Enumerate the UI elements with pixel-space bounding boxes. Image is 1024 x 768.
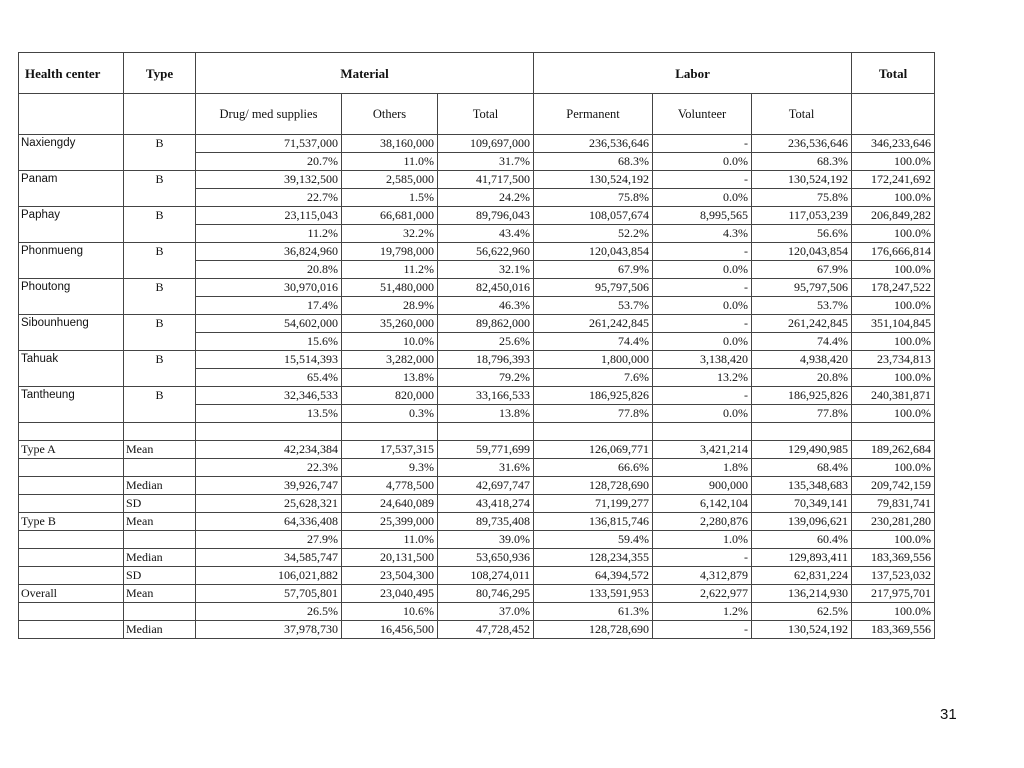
value-cell: 3,282,000 — [342, 351, 438, 369]
value-cell: 80,746,295 — [438, 585, 534, 603]
pct-cell: 11.2% — [196, 225, 342, 243]
empty-cell — [196, 423, 342, 441]
value-cell: 2,280,876 — [653, 513, 752, 531]
header-drug: Drug/ med supplies — [196, 94, 342, 135]
pct-cell: 68.3% — [752, 153, 852, 171]
header-row-1 — [19, 53, 935, 94]
pct-cell: 100.0% — [852, 153, 935, 171]
pct-cell: 65.4% — [196, 369, 342, 387]
value-cell: 1,800,000 — [534, 351, 653, 369]
header-health-center: Health center — [19, 53, 124, 94]
center-row — [19, 315, 935, 333]
summary-group — [19, 549, 124, 567]
center-name: Panam — [19, 171, 124, 189]
value-cell: 100.0% — [852, 459, 935, 477]
center-type: B — [124, 135, 196, 153]
value-cell: 129,490,985 — [752, 441, 852, 459]
value-cell: 82,450,016 — [438, 279, 534, 297]
summary-row — [19, 531, 935, 549]
summary-group: Overall — [19, 585, 124, 603]
value-cell: 108,057,674 — [534, 207, 653, 225]
value-cell: 68.4% — [752, 459, 852, 477]
pct-cell: 67.9% — [752, 261, 852, 279]
value-cell: 178,247,522 — [852, 279, 935, 297]
pct-cell: 13.2% — [653, 369, 752, 387]
empty-cell — [438, 423, 534, 441]
center-pct-row — [19, 405, 935, 423]
header-material: Material — [196, 53, 534, 94]
empty-cell — [124, 261, 196, 279]
value-cell: 19,798,000 — [342, 243, 438, 261]
summary-group — [19, 477, 124, 495]
value-cell: 95,797,506 — [534, 279, 653, 297]
value-cell: - — [653, 315, 752, 333]
pct-cell: 7.6% — [534, 369, 653, 387]
value-cell: 120,043,854 — [752, 243, 852, 261]
header-material-total: Total — [438, 94, 534, 135]
value-cell: 36,824,960 — [196, 243, 342, 261]
value-cell: 183,369,556 — [852, 549, 935, 567]
center-name: Tahuak — [19, 351, 124, 369]
value-cell: 6,142,104 — [653, 495, 752, 513]
value-cell: 240,381,871 — [852, 387, 935, 405]
center-pct-row — [19, 153, 935, 171]
value-cell: 71,537,000 — [196, 135, 342, 153]
center-name: Naxiengdy — [19, 135, 124, 153]
empty-cell — [124, 153, 196, 171]
pct-cell: 100.0% — [852, 405, 935, 423]
summary-group — [19, 459, 124, 477]
value-cell: 47,728,452 — [438, 621, 534, 639]
center-name: Tantheung — [19, 387, 124, 405]
value-cell: 4,938,420 — [752, 351, 852, 369]
value-cell: 2,585,000 — [342, 171, 438, 189]
value-cell: 41,717,500 — [438, 171, 534, 189]
value-cell: 35,260,000 — [342, 315, 438, 333]
value-cell: 1.0% — [653, 531, 752, 549]
center-pct-row — [19, 189, 935, 207]
pct-cell: 74.4% — [752, 333, 852, 351]
header-labor-total: Total — [752, 94, 852, 135]
pct-cell: 100.0% — [852, 333, 935, 351]
value-cell: 217,975,701 — [852, 585, 935, 603]
value-cell: 54,602,000 — [196, 315, 342, 333]
pct-cell: 56.6% — [752, 225, 852, 243]
center-type: B — [124, 387, 196, 405]
summary-group — [19, 621, 124, 639]
value-cell: 43,418,274 — [438, 495, 534, 513]
pct-cell: 53.7% — [534, 297, 653, 315]
value-cell: - — [653, 279, 752, 297]
center-name: Sibounhueng — [19, 315, 124, 333]
value-cell: 9.3% — [342, 459, 438, 477]
value-cell: 172,241,692 — [852, 171, 935, 189]
summary-stat: Median — [124, 477, 196, 495]
value-cell: 236,536,646 — [752, 135, 852, 153]
value-cell: 89,862,000 — [438, 315, 534, 333]
header-others: Others — [342, 94, 438, 135]
pct-cell: 43.4% — [438, 225, 534, 243]
value-cell: 820,000 — [342, 387, 438, 405]
value-cell: 3,138,420 — [653, 351, 752, 369]
empty-cell — [19, 297, 124, 315]
summary-stat: Mean — [124, 513, 196, 531]
value-cell: 100.0% — [852, 531, 935, 549]
value-cell: 189,262,684 — [852, 441, 935, 459]
value-cell: 37.0% — [438, 603, 534, 621]
value-cell: 22.3% — [196, 459, 342, 477]
summary-row — [19, 585, 935, 603]
value-cell: 70,349,141 — [752, 495, 852, 513]
value-cell: 79,831,741 — [852, 495, 935, 513]
empty-cell — [653, 423, 752, 441]
pct-cell: 0.0% — [653, 189, 752, 207]
empty-cell — [342, 423, 438, 441]
pct-cell: 22.7% — [196, 189, 342, 207]
value-cell: - — [653, 621, 752, 639]
value-cell: 89,796,043 — [438, 207, 534, 225]
empty-cell — [19, 225, 124, 243]
summary-row — [19, 603, 935, 621]
pct-cell: 31.7% — [438, 153, 534, 171]
value-cell: 64,336,408 — [196, 513, 342, 531]
value-cell: 128,728,690 — [534, 621, 653, 639]
pct-cell: 13.5% — [196, 405, 342, 423]
center-type: B — [124, 315, 196, 333]
summary-row — [19, 567, 935, 585]
summary-stat: Mean — [124, 441, 196, 459]
value-cell: 133,591,953 — [534, 585, 653, 603]
value-cell: 129,893,411 — [752, 549, 852, 567]
header-type: Type — [124, 53, 196, 94]
value-cell: 26.5% — [196, 603, 342, 621]
value-cell: 183,369,556 — [852, 621, 935, 639]
value-cell: 25,399,000 — [342, 513, 438, 531]
pct-cell: 100.0% — [852, 189, 935, 207]
value-cell: 18,796,393 — [438, 351, 534, 369]
empty-cell — [124, 333, 196, 351]
pct-cell: 0.0% — [653, 261, 752, 279]
center-row — [19, 279, 935, 297]
empty-cell — [19, 423, 124, 441]
value-cell: 23,734,813 — [852, 351, 935, 369]
value-cell: 66.6% — [534, 459, 653, 477]
empty-cell — [534, 423, 653, 441]
value-cell: 66,681,000 — [342, 207, 438, 225]
center-row — [19, 207, 935, 225]
empty-cell — [19, 261, 124, 279]
center-row — [19, 135, 935, 153]
pct-cell: 32.2% — [342, 225, 438, 243]
value-cell: 206,849,282 — [852, 207, 935, 225]
pct-cell: 100.0% — [852, 261, 935, 279]
value-cell: 15,514,393 — [196, 351, 342, 369]
center-row — [19, 243, 935, 261]
pct-cell: 79.2% — [438, 369, 534, 387]
value-cell: 8,995,565 — [653, 207, 752, 225]
value-cell: 71,199,277 — [534, 495, 653, 513]
center-type: B — [124, 351, 196, 369]
value-cell: 106,021,882 — [196, 567, 342, 585]
value-cell: 186,925,826 — [534, 387, 653, 405]
value-cell: 137,523,032 — [852, 567, 935, 585]
value-cell: 900,000 — [653, 477, 752, 495]
summary-row — [19, 495, 935, 513]
value-cell: 39.0% — [438, 531, 534, 549]
value-cell: 59,771,699 — [438, 441, 534, 459]
page-number: 31 — [940, 706, 957, 723]
empty-cell — [852, 423, 935, 441]
value-cell: 209,742,159 — [852, 477, 935, 495]
header-permanent: Permanent — [534, 94, 653, 135]
pct-cell: 0.0% — [653, 297, 752, 315]
summary-stat: Mean — [124, 585, 196, 603]
value-cell: 38,160,000 — [342, 135, 438, 153]
value-cell: 176,666,814 — [852, 243, 935, 261]
center-pct-row — [19, 333, 935, 351]
value-cell: 126,069,771 — [534, 441, 653, 459]
center-pct-row — [19, 297, 935, 315]
value-cell: 23,504,300 — [342, 567, 438, 585]
center-pct-row — [19, 261, 935, 279]
pct-cell: 20.8% — [196, 261, 342, 279]
pct-cell: 28.9% — [342, 297, 438, 315]
value-cell: 24,640,089 — [342, 495, 438, 513]
pct-cell: 52.2% — [534, 225, 653, 243]
value-cell: 128,728,690 — [534, 477, 653, 495]
pct-cell: 10.0% — [342, 333, 438, 351]
empty-cell — [19, 189, 124, 207]
pct-cell: 13.8% — [438, 405, 534, 423]
center-row — [19, 351, 935, 369]
value-cell: 136,815,746 — [534, 513, 653, 531]
pct-cell: 17.4% — [196, 297, 342, 315]
value-cell: 117,053,239 — [752, 207, 852, 225]
pct-cell: 0.3% — [342, 405, 438, 423]
summary-row — [19, 477, 935, 495]
summary-group — [19, 531, 124, 549]
value-cell: 95,797,506 — [752, 279, 852, 297]
pct-cell: 100.0% — [852, 369, 935, 387]
pct-cell: 11.2% — [342, 261, 438, 279]
empty-cell — [19, 369, 124, 387]
summary-stat — [124, 459, 196, 477]
pct-cell: 20.7% — [196, 153, 342, 171]
value-cell: 2,622,977 — [653, 585, 752, 603]
center-row — [19, 387, 935, 405]
value-cell: 27.9% — [196, 531, 342, 549]
pct-cell: 24.2% — [438, 189, 534, 207]
pct-cell: 100.0% — [852, 225, 935, 243]
value-cell: 1.2% — [653, 603, 752, 621]
value-cell: 23,040,495 — [342, 585, 438, 603]
pct-cell: 100.0% — [852, 297, 935, 315]
value-cell: 60.4% — [752, 531, 852, 549]
value-cell: 51,480,000 — [342, 279, 438, 297]
value-cell: 130,524,192 — [752, 171, 852, 189]
value-cell: 135,348,683 — [752, 477, 852, 495]
value-cell: 17,537,315 — [342, 441, 438, 459]
empty-cell — [19, 405, 124, 423]
value-cell: 53,650,936 — [438, 549, 534, 567]
summary-row — [19, 441, 935, 459]
value-cell: - — [653, 135, 752, 153]
value-cell: 130,524,192 — [752, 621, 852, 639]
pct-cell: 11.0% — [342, 153, 438, 171]
pct-cell: 46.3% — [438, 297, 534, 315]
empty-cell — [124, 189, 196, 207]
center-pct-row — [19, 369, 935, 387]
header-total: Total — [852, 53, 935, 94]
value-cell: 11.0% — [342, 531, 438, 549]
value-cell: 351,104,845 — [852, 315, 935, 333]
center-pct-row — [19, 225, 935, 243]
value-cell: 23,115,043 — [196, 207, 342, 225]
value-cell: 39,926,747 — [196, 477, 342, 495]
value-cell: 109,697,000 — [438, 135, 534, 153]
pct-cell: 67.9% — [534, 261, 653, 279]
value-cell: - — [653, 549, 752, 567]
value-cell: 20,131,500 — [342, 549, 438, 567]
pct-cell: 77.8% — [752, 405, 852, 423]
empty-cell — [124, 297, 196, 315]
value-cell: 57,705,801 — [196, 585, 342, 603]
summary-row — [19, 513, 935, 531]
separator-row — [19, 423, 935, 441]
value-cell: 64,394,572 — [534, 567, 653, 585]
pct-cell: 0.0% — [653, 333, 752, 351]
value-cell: 16,456,500 — [342, 621, 438, 639]
empty-cell — [124, 369, 196, 387]
value-cell: 346,233,646 — [852, 135, 935, 153]
value-cell: 61.3% — [534, 603, 653, 621]
value-cell: 32,346,533 — [196, 387, 342, 405]
value-cell: - — [653, 387, 752, 405]
center-row — [19, 171, 935, 189]
value-cell: 1.8% — [653, 459, 752, 477]
center-name: Paphay — [19, 207, 124, 225]
pct-cell: 75.8% — [752, 189, 852, 207]
pct-cell: 25.6% — [438, 333, 534, 351]
pct-cell: 53.7% — [752, 297, 852, 315]
value-cell: 139,096,621 — [752, 513, 852, 531]
empty-cell — [124, 405, 196, 423]
pct-cell: 0.0% — [653, 153, 752, 171]
value-cell: 261,242,845 — [534, 315, 653, 333]
value-cell: 3,421,214 — [653, 441, 752, 459]
pct-cell: 32.1% — [438, 261, 534, 279]
value-cell: 39,132,500 — [196, 171, 342, 189]
header-row-2 — [19, 94, 935, 135]
value-cell: 42,697,747 — [438, 477, 534, 495]
pct-cell: 1.5% — [342, 189, 438, 207]
value-cell: 42,234,384 — [196, 441, 342, 459]
value-cell: 62,831,224 — [752, 567, 852, 585]
value-cell: - — [653, 171, 752, 189]
empty-cell — [124, 225, 196, 243]
value-cell: 31.6% — [438, 459, 534, 477]
center-name: Phoutong — [19, 279, 124, 297]
center-name: Phonmueng — [19, 243, 124, 261]
value-cell: 4,312,879 — [653, 567, 752, 585]
summary-stat — [124, 603, 196, 621]
summary-stat: SD — [124, 495, 196, 513]
header-labor: Labor — [534, 53, 852, 94]
summary-group — [19, 495, 124, 513]
value-cell: 59.4% — [534, 531, 653, 549]
summary-group: Type A — [19, 441, 124, 459]
value-cell: 230,281,280 — [852, 513, 935, 531]
value-cell: 4,778,500 — [342, 477, 438, 495]
value-cell: 108,274,011 — [438, 567, 534, 585]
center-type: B — [124, 279, 196, 297]
value-cell: 100.0% — [852, 603, 935, 621]
center-type: B — [124, 243, 196, 261]
value-cell: 56,622,960 — [438, 243, 534, 261]
summary-row — [19, 621, 935, 639]
pct-cell: 4.3% — [653, 225, 752, 243]
summary-stat: Median — [124, 621, 196, 639]
pct-cell: 13.8% — [342, 369, 438, 387]
pct-cell: 77.8% — [534, 405, 653, 423]
empty-cell — [19, 153, 124, 171]
empty-cell — [124, 423, 196, 441]
value-cell: - — [653, 243, 752, 261]
summary-stat: Median — [124, 549, 196, 567]
pct-cell: 74.4% — [534, 333, 653, 351]
summary-row — [19, 549, 935, 567]
summary-group: Type B — [19, 513, 124, 531]
value-cell: 261,242,845 — [752, 315, 852, 333]
value-cell: 186,925,826 — [752, 387, 852, 405]
empty-cell — [19, 333, 124, 351]
empty-cell — [752, 423, 852, 441]
value-cell: 34,585,747 — [196, 549, 342, 567]
summary-stat — [124, 531, 196, 549]
summary-group — [19, 567, 124, 585]
pct-cell: 15.6% — [196, 333, 342, 351]
value-cell: 25,628,321 — [196, 495, 342, 513]
pct-cell: 75.8% — [534, 189, 653, 207]
value-cell: 62.5% — [752, 603, 852, 621]
value-cell: 130,524,192 — [534, 171, 653, 189]
value-cell: 89,735,408 — [438, 513, 534, 531]
cost-table — [18, 52, 935, 639]
header-volunteer: Volunteer — [653, 94, 752, 135]
value-cell: 37,978,730 — [196, 621, 342, 639]
center-type: B — [124, 207, 196, 225]
value-cell: 120,043,854 — [534, 243, 653, 261]
summary-stat: SD — [124, 567, 196, 585]
pct-cell: 20.8% — [752, 369, 852, 387]
value-cell: 33,166,533 — [438, 387, 534, 405]
center-type: B — [124, 171, 196, 189]
value-cell: 30,970,016 — [196, 279, 342, 297]
summary-row — [19, 459, 935, 477]
value-cell: 128,234,355 — [534, 549, 653, 567]
value-cell: 136,214,930 — [752, 585, 852, 603]
summary-group — [19, 603, 124, 621]
value-cell: 10.6% — [342, 603, 438, 621]
pct-cell: 0.0% — [653, 405, 752, 423]
value-cell: 236,536,646 — [534, 135, 653, 153]
pct-cell: 68.3% — [534, 153, 653, 171]
